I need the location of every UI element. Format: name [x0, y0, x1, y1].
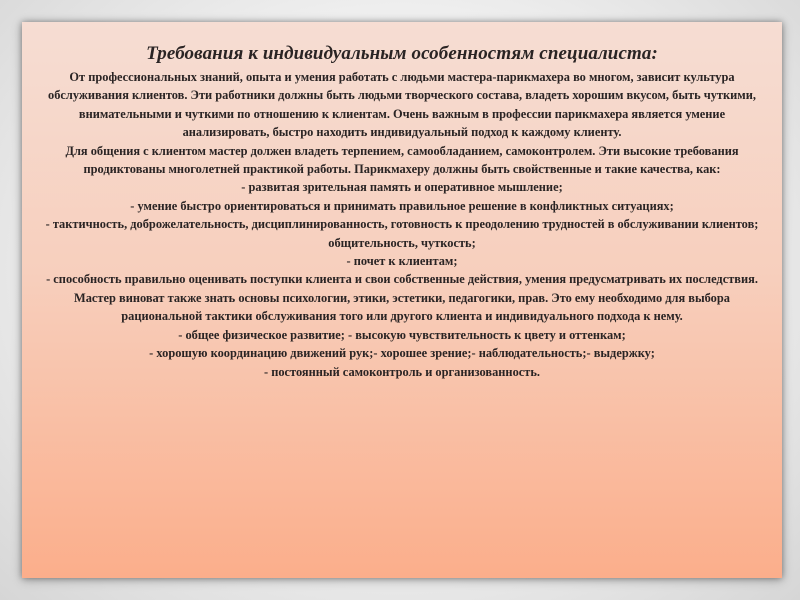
- list-item-coordination: - хорошую координацию движений рук;- хорошее зрение;- наблюдательность;- выдержку;: [149, 346, 655, 361]
- list-item-physical: - общее физическое развитие; - высокую чувствительность к цвету и оттенкам;: [178, 327, 626, 342]
- slide-body: [38, 68, 766, 381]
- list-item-memory: - развитая зрительная память и оперативное мышление;: [241, 180, 563, 195]
- paragraph-intro: От профессиональных знаний, опыта и умения работать с людьми мастера-парикмахера во многом, зависит культура обслуживания клиентов. Эти работники должны быть людьми творческого состава, владеть хорошим вкусом, быть чуткими, внимательными и чуткими по отношению к клиентам. Очень важным в профессии парикмахера является умение анализировать, быстро находить индивидуальный подход к каждому клиенту.: [48, 70, 756, 140]
- list-item-assessment: - способность правильно оценивать поступки клиента и свои собственные действия, умения предусматривать их последствия.: [46, 272, 758, 287]
- list-item-orientation: - умение быстро ориентироваться и принимать правильное решение в конфликтных ситуациях;: [130, 198, 674, 213]
- paragraph-knowledge: Мастер виноват также знать основы психологии, этики, эстетики, педагогики, прав. Это ему необходимо для выбора рациональной тактики обслуживания того или другого клиента и индивидуального подхода к нему.: [74, 290, 730, 324]
- list-item-respect: - почет к клиентам;: [346, 254, 458, 269]
- list-item-self-control: - постоянный самоконтроль и организованность.: [263, 364, 541, 379]
- list-item-tact: - тактичность, доброжелательность, дисциплинированность, готовность к преодолению трудностей в обслуживании клиентов; общительность, чуткость;: [45, 217, 759, 250]
- paragraph-communication: Для общения с клиентом мастер должен владеть терпением, самообладанием, самоконтролем. Эти высокие требования продиктованы многолетней практикой работы. Парикмахеру должны быть свойственные и такие качества, как:: [65, 143, 739, 177]
- slide-title: Требования к индивидуальным особенностям специалиста:: [146, 43, 658, 64]
- slide-content-panel: [22, 22, 782, 578]
